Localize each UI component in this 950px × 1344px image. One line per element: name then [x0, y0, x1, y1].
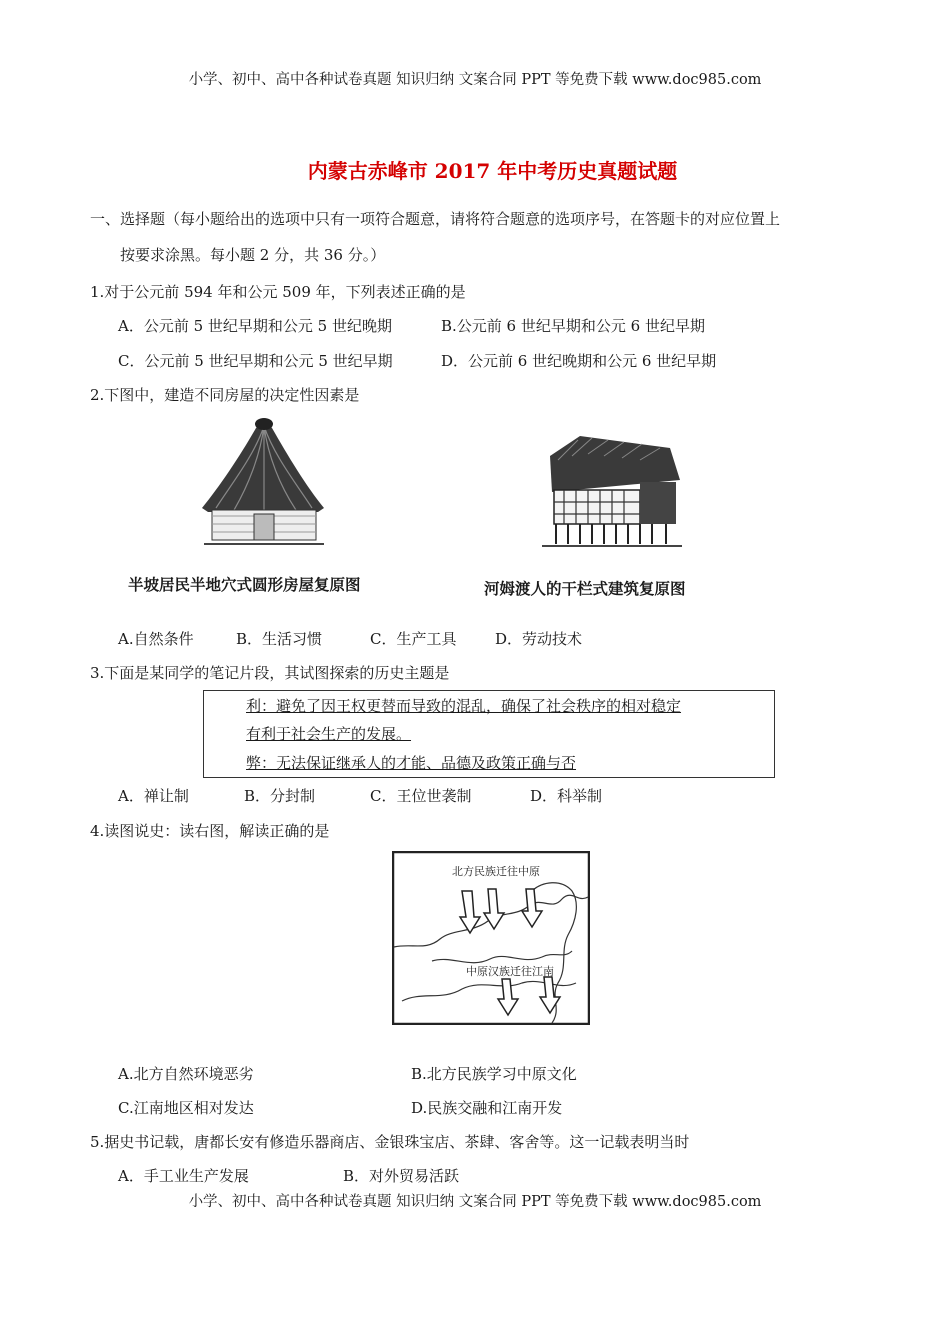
map-label-north: 北方民族迁往中原 — [452, 865, 540, 878]
q4-option-a: A.北方自然环境恶劣 — [118, 1065, 254, 1083]
section-instructions-line1: 一、选择题（每小题给出的选项中只有一项符合题意，请将符合题意的选项序号，在答题卡的对应位置上 — [90, 210, 781, 228]
q4-option-b: B.北方民族学习中原文化 — [411, 1065, 577, 1083]
q5-option-a: A．手工业生产发展 — [118, 1167, 249, 1185]
q2-option-a: A.自然条件 — [118, 630, 194, 648]
migration-map — [392, 851, 590, 1025]
q3-option-d: D．科举制 — [530, 787, 603, 805]
q5-option-b: B．对外贸易活跃 — [343, 1167, 460, 1185]
q1-option-d: D．公元前 6 世纪晚期和公元 6 世纪早期 — [441, 352, 717, 370]
q3-stem: 3.下面是某同学的笔记片段，其试图探索的历史主题是 — [90, 664, 450, 682]
page-header: 小学、初中、高中各种试卷真题 知识归纳 文案合同 PPT 等免费下载 www.doc985.com — [188, 72, 762, 88]
section-instructions-line2: 按要求涂黑。每小题 2 分，共 36 分。） — [120, 246, 386, 264]
q4-option-d: D.民族交融和江南开发 — [411, 1099, 563, 1117]
map-label-south: 中原汉族迁往江南 — [466, 965, 554, 978]
student-note-box — [203, 690, 775, 778]
q1-option-a: A．公元前 5 世纪早期和公元 5 世纪晚期 — [118, 317, 392, 335]
q2-stem: 2.下图中，建造不同房屋的决定性因素是 — [90, 386, 360, 404]
page-footer: 小学、初中、高中各种试卷真题 知识归纳 文案合同 PPT 等免费下载 www.doc985.com — [188, 1194, 762, 1210]
q2-caption-hemudu: 河姆渡人的干栏式建筑复原图 — [484, 579, 686, 598]
q3-option-b: B．分封制 — [244, 787, 316, 805]
note-advantage-line1: 利：避免了因王权更替而导致的混乱，确保了社会秩序的相对稳定 — [246, 697, 682, 715]
q4-stem: 4.读图说史：读右图，解读正确的是 — [90, 822, 330, 840]
q1-stem: 1.对于公元前 594 年和公元 509 年，下列表述正确的是 — [90, 283, 466, 301]
q2-option-d: D．劳动技术 — [495, 630, 583, 648]
note-disadvantage-line: 弊：无法保证继承人的才能、品德及政策正确与否 — [246, 754, 577, 772]
q1-option-c: C．公元前 5 世纪早期和公元 5 世纪早期 — [118, 352, 393, 370]
exam-title: 内蒙古赤峰市 2017 年中考历史真题试题 — [307, 159, 678, 183]
hemudu-stilt-house-illustration — [532, 430, 688, 554]
q2-option-b: B．生活习惯 — [236, 630, 323, 648]
q3-option-a: A．禅让制 — [118, 787, 189, 805]
q4-option-c: C.江南地区相对发达 — [118, 1099, 254, 1117]
q2-option-c: C．生产工具 — [370, 630, 457, 648]
q2-caption-banpo: 半坡居民半地穴式圆形房屋复原图 — [128, 575, 361, 594]
q1-option-b: B.公元前 6 世纪早期和公元 6 世纪早期 — [441, 317, 705, 335]
banpo-round-house-illustration — [198, 416, 330, 550]
q3-option-c: C．王位世袭制 — [370, 787, 472, 805]
note-advantage-line2: 有利于社会生产的发展。 — [246, 725, 412, 743]
q5-stem: 5.据史书记载，唐都长安有修造乐器商店、金银珠宝店、茶肆、客舍等。这一记载表明当时 — [90, 1133, 690, 1151]
